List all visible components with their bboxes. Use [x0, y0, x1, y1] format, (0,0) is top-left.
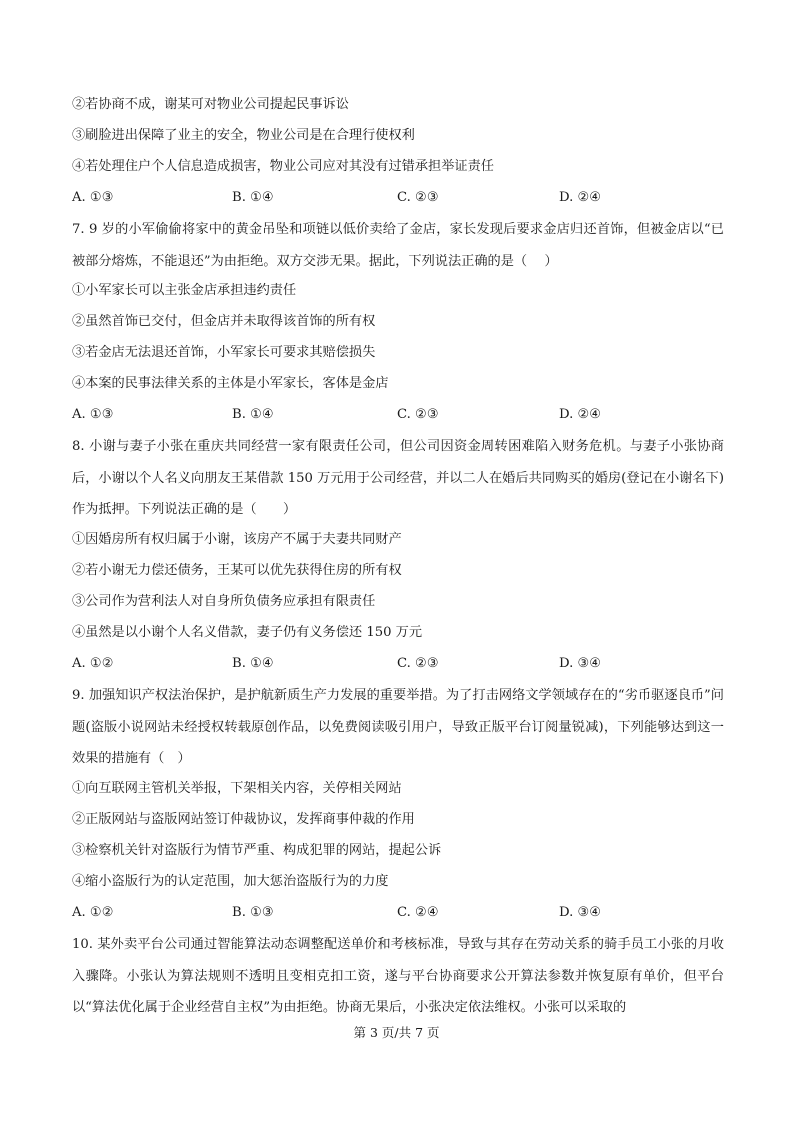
q7-option-d: D. ②④ — [559, 407, 602, 422]
q6-option-b: B. ①④ — [232, 190, 274, 205]
q8-statement-4: ④虽然是以小谢个人名义借款，妻子仍有义务偿还 150 万元 — [72, 625, 423, 640]
q8-statement-3: ③公司作为营利法人对自身所负债务应承担有限责任 — [72, 594, 376, 609]
q9-statement-4: ④缩小盗版行为的认定范围，加大惩治盗版行为的力度 — [72, 874, 389, 889]
q8-options — [72, 654, 722, 674]
q8-statement-1: ①因婚房所有权归属于小谢，该房产不属于夫妻共同财产 — [72, 532, 402, 547]
q7-option-b: B. ①④ — [232, 407, 274, 422]
q8-stem: 8. 小谢与妻子小张在重庆共同经营一家有限责任公司，但公司因资金周转困难陷入财务危机。与妻子小张协商后，小谢以个人名义向朋友王某借款 150 万元用于公司经营，并以二人在婚后共同购买的婚房(登记在小谢名下)作为抵押。下列说法正确的是（ ） — [72, 439, 724, 517]
page-footer: 第 3 页/共 7 页 — [353, 1025, 440, 1040]
q9-stem: 9. 加强知识产权法治保护，是护航新质生产力发展的重要举措。为了打击网络文学领域存在的“劣币驱逐良币”问题(盗版小说网站未经授权转载原创作品，以免费阅读吸引用户，导致正版平台订阅量锐减)，下列能够达到这一效果的措施有（ ） — [72, 688, 724, 766]
q8-option-d: D. ③④ — [559, 656, 602, 671]
q6-statement-3: ③刷脸进出保障了业主的安全，物业公司是在合理行使权利 — [72, 128, 415, 143]
q6-statement-2: ②若协商不成，谢某可对物业公司提起民事诉讼 — [72, 97, 349, 112]
q9-option-a: A. ①② — [72, 905, 114, 920]
q7-option-a: A. ①③ — [72, 407, 114, 422]
q7-option-c: C. ②③ — [397, 407, 439, 422]
q7-options — [72, 405, 722, 425]
q8-statement-2: ②若小谢无力偿还债务，王某可以优先获得住房的所有权 — [72, 563, 402, 578]
q8-option-b: B. ①④ — [232, 656, 274, 671]
q7-statement-2: ②虽然首饰已交付，但金店并未取得该首饰的所有权 — [72, 314, 376, 329]
q9-option-c: C. ②④ — [397, 905, 439, 920]
q6-option-a: A. ①③ — [72, 190, 114, 205]
q8-option-a: A. ①② — [72, 656, 114, 671]
q6-option-c: C. ②③ — [397, 190, 439, 205]
q7-stem: 7. 9 岁的小军偷偷将家中的黄金吊坠和项链以低价卖给了金店，家长发现后要求金店归还首饰，但被金店以“已被部分熔炼，不能退还”为由拒绝。双方交涉无果。据此，下列说法正确的是（ ） — [72, 222, 724, 269]
q8-option-c: C. ②③ — [397, 656, 439, 671]
q10-stem: 10. 某外卖平台公司通过智能算法动态调整配送单价和考核标准，导致与其存在劳动关系的骑手员工小张的月收入骤降。小张认为算法规则不透明且变相克扣工资，遂与平台协商要求公开算法参数并恢复原有单价，但平台以“算法优化属于企业经营自主权”为由拒绝。协商无果后，小张决定依法维权。小张可以采取的 — [72, 937, 724, 1015]
q7-statement-4: ④本案的民事法律关系的主体是小军家长，客体是金店 — [72, 376, 389, 391]
q9-options — [72, 903, 722, 923]
q6-options — [72, 188, 722, 208]
q9-option-b: B. ①③ — [232, 905, 274, 920]
q6-statement-4: ④若处理住户个人信息造成损害，物业公司应对其没有过错承担举证责任 — [72, 159, 494, 174]
q9-option-d: D. ③④ — [559, 905, 602, 920]
q7-statement-1: ①小军家长可以主张金店承担违约责任 — [72, 283, 297, 298]
q6-option-d: D. ②④ — [559, 190, 602, 205]
q9-statement-3: ③检察机关针对盗版行为情节严重、构成犯罪的网站，提起公诉 — [72, 843, 442, 858]
q7-statement-3: ③若金店无法退还首饰，小军家长可要求其赔偿损失 — [72, 345, 376, 360]
q9-statement-1: ①向互联网主管机关举报，下架相关内容，关停相关网站 — [72, 781, 402, 796]
q9-statement-2: ②正版网站与盗版网站签订仲裁协议，发挥商事仲裁的作用 — [72, 812, 415, 827]
